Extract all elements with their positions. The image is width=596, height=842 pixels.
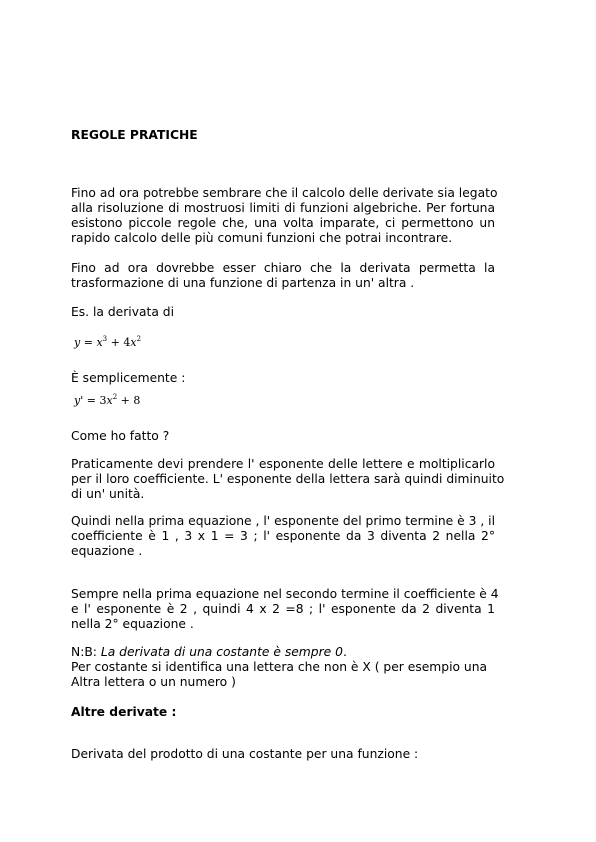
note-suffix: .: [342, 645, 347, 659]
eq2-exp: 2: [112, 393, 118, 401]
text-line: Quindi nella prima equazione , l' esponente del primo termine è 3 , il: [71, 514, 495, 528]
text-line: Per costante si identifica una lettera che non è X ( per esempio una: [71, 660, 488, 674]
text-line: di un' unità.: [71, 487, 145, 501]
text-line: coefficiente è 1 , 3 x 1 = 3 ; l' esponente da 3 diventa 2 nella 2°: [71, 529, 495, 543]
second-term-paragraph: [71, 587, 499, 632]
eq1-plus: + 4: [107, 336, 131, 349]
section-heading: Altre derivate :: [71, 705, 177, 719]
equation-2: [74, 394, 140, 407]
first-term-paragraph: [71, 514, 495, 559]
eq1-lhs: y: [74, 336, 81, 349]
text-line: Altra lettera o un numero ): [71, 675, 236, 689]
product-rule-label: Derivata del prodotto di una costante per una funzione :: [71, 747, 419, 761]
text-line: alla risoluzione di mostruosi limiti di funzioni algebriche. Per fortuna: [71, 201, 495, 215]
text-line: Praticamente devi prendere l' esponente delle lettere e moltiplicarlo: [71, 457, 495, 471]
text-line: per il loro coefficiente. L' esponente della lettera sarà quindi diminuito: [71, 472, 505, 486]
derivative-paragraph: [71, 261, 495, 291]
eq2-rest: + 8: [117, 394, 141, 407]
constant-definition: [71, 660, 487, 690]
question-heading: Come ho fatto ?: [71, 429, 170, 443]
text-line: Fino ad ora dovrebbe esser chiaro che la derivata permetta la: [71, 261, 495, 275]
text-line: equazione .: [71, 544, 143, 558]
example-label: Es. la derivata di: [71, 305, 174, 319]
eq2-x: x: [106, 394, 113, 407]
equation-1: [74, 336, 141, 349]
note-line: [71, 645, 347, 660]
method-paragraph: [71, 457, 505, 502]
text-line: e l' esponente è 2 , quindi 4 x 2 =8 ; l' esponente da 2 diventa 1: [71, 602, 495, 616]
eq2-op: = 3: [83, 394, 107, 407]
text-line: Sempre nella prima equazione nel secondo termine il coefficiente è 4: [71, 587, 499, 601]
eq1-x2: x: [130, 336, 137, 349]
text-line: esistono piccole regole che, una volta imparate, ci permettono un: [71, 216, 495, 230]
note-prefix: N:B:: [71, 645, 101, 659]
eq2-lhs: y': [74, 394, 84, 407]
eq1-exp2: 2: [136, 335, 142, 343]
text-line: nella 2° equazione .: [71, 617, 194, 631]
text-line: trasformazione di una funzione di partenza in un' altra .: [71, 276, 415, 290]
intro-paragraph: [71, 186, 498, 246]
text-line: Fino ad ora potrebbe sembrare che il calcolo delle derivate sia legato: [71, 186, 498, 200]
page-title: REGOLE PRATICHE: [71, 128, 198, 142]
text-line: rapido calcolo delle più comuni funzioni che potrai incontrare.: [71, 231, 453, 245]
eq1-op: =: [80, 336, 97, 349]
result-label: È semplicemente :: [71, 371, 186, 385]
note-italic: La derivata di una costante è sempre 0: [100, 645, 343, 659]
eq1-x: x: [96, 336, 103, 349]
eq1-exp1: 3: [102, 335, 108, 343]
